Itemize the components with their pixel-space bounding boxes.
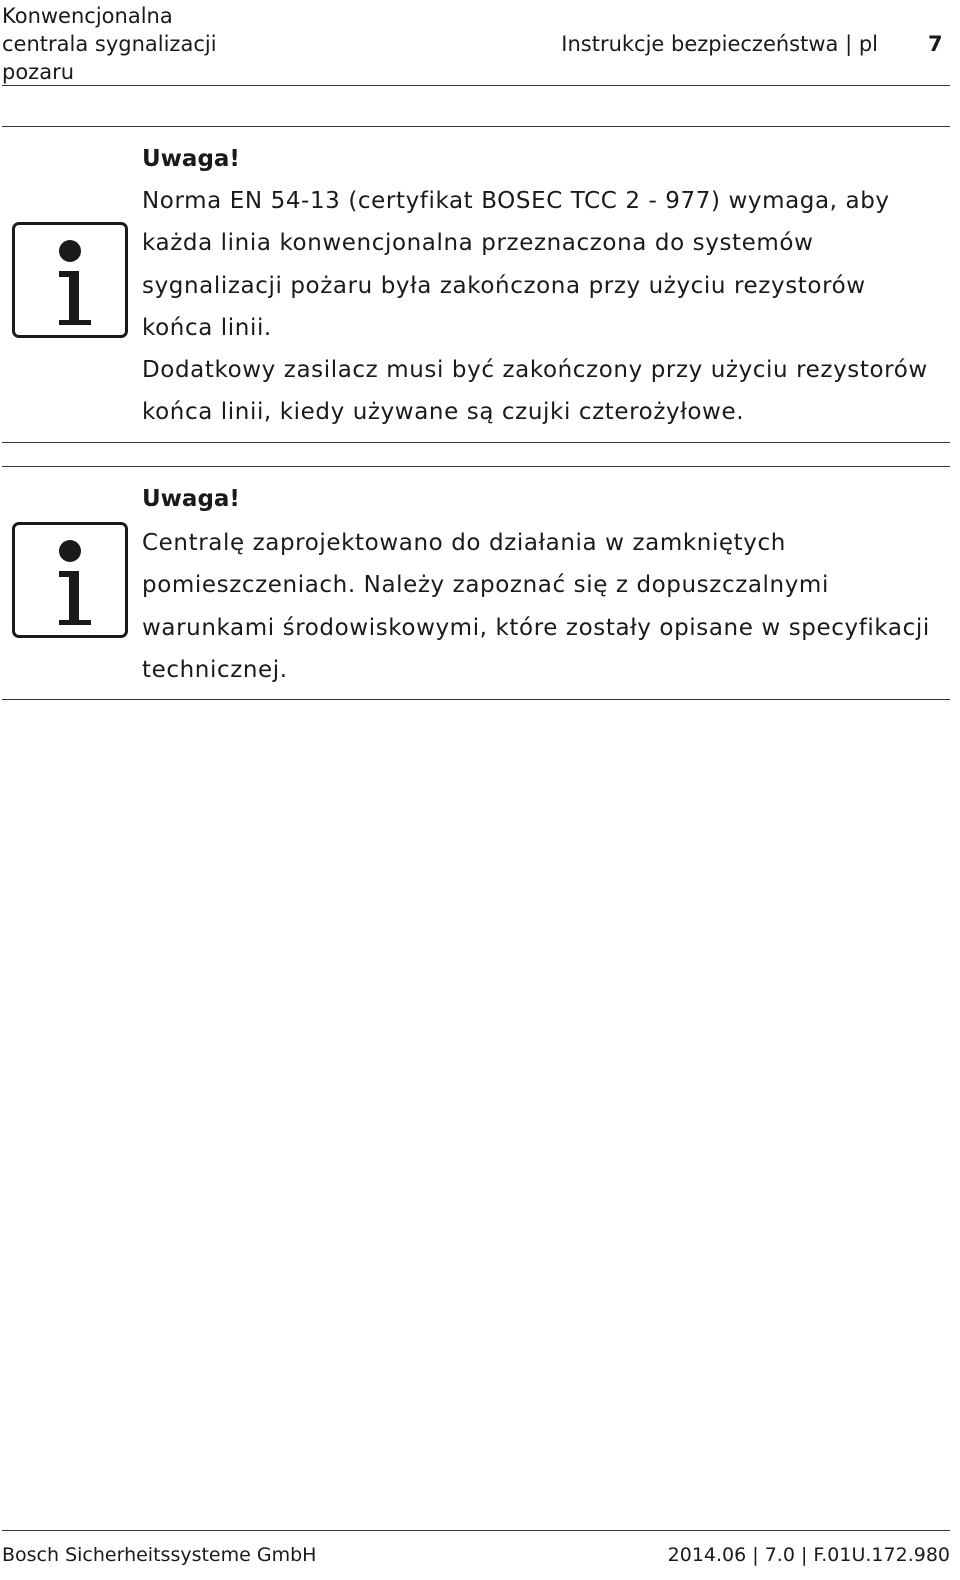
header-divider bbox=[2, 85, 950, 86]
info-icon bbox=[12, 222, 128, 338]
footer-divider bbox=[2, 1530, 950, 1531]
info-glyph bbox=[15, 225, 125, 335]
info-glyph bbox=[15, 525, 125, 635]
note-body bbox=[142, 522, 942, 691]
document-title-line: pozaru bbox=[2, 60, 75, 84]
note-box bbox=[2, 466, 950, 700]
document-title bbox=[2, 2, 302, 86]
note-paragraph: Centralę zaprojektowano do działania w zamkniętych pomieszczeniach. Należy zapoznać się z dopuszczalnymi warunkami środowiskowymi, które zostały opisane w specyfikacji technicznej. bbox=[142, 530, 930, 683]
info-icon bbox=[12, 522, 128, 638]
note-title: Uwaga! bbox=[142, 146, 240, 172]
note-bottom-divider bbox=[2, 699, 950, 700]
document-title-line: centrala sygnalizacji bbox=[2, 32, 217, 56]
section-title: Instrukcje bezpieczeństwa | pl bbox=[561, 32, 878, 56]
note-box bbox=[2, 126, 950, 442]
note-paragraph: Dodatkowy zasilacz musi być zakończony przy użyciu rezystorów końca linii, kiedy używane są czujki czterożyłowe. bbox=[142, 357, 928, 426]
note-paragraph: Norma EN 54-13 (certyfikat BOSEC TCC 2 - 977) wymaga, aby każda linia konwencjonalna przeznaczona do systemów sygnalizacji pożaru była zakończona przy użyciu rezystorów końca linii. bbox=[142, 188, 890, 341]
note-title: Uwaga! bbox=[142, 486, 240, 512]
footer-edition: 2014.06 | 7.0 | F.01U.172.980 bbox=[667, 1544, 950, 1566]
footer-company: Bosch Sicherheitssysteme GmbH bbox=[2, 1544, 317, 1566]
page-number: 7 bbox=[928, 32, 943, 56]
note-bottom-divider bbox=[2, 442, 950, 443]
document-title-line: Konwencjonalna bbox=[2, 4, 173, 28]
note-body bbox=[142, 180, 942, 434]
